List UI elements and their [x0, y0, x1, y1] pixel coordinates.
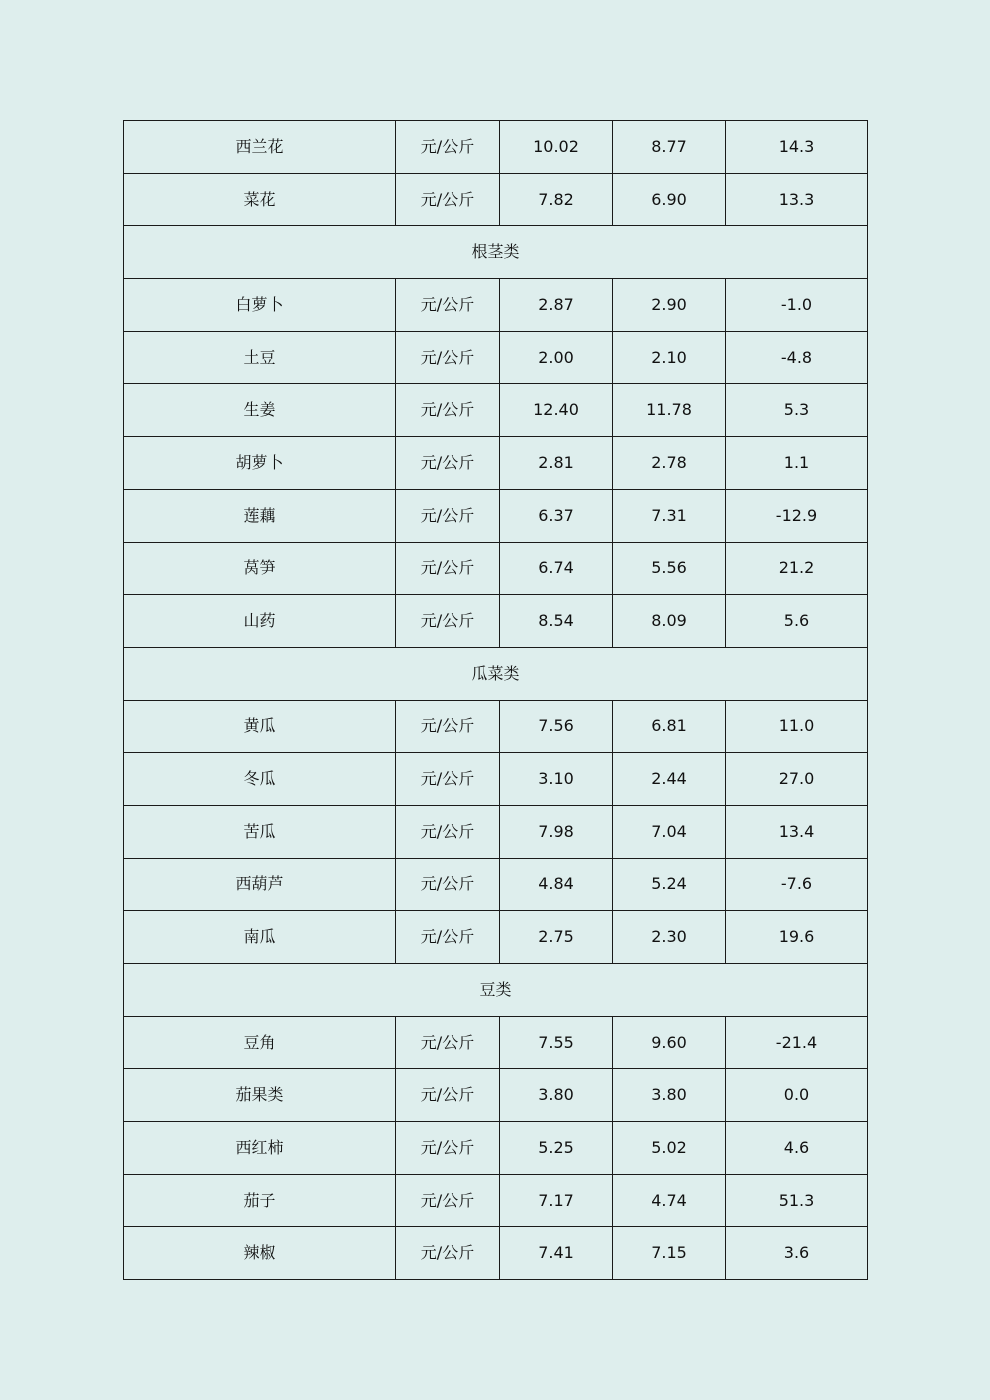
- previous-price-cell: 8.09: [613, 595, 726, 648]
- previous-price-cell: 8.77: [613, 121, 726, 174]
- item-name-cell: 胡萝卜: [124, 437, 396, 490]
- item-name-cell: 豆角: [124, 1016, 396, 1069]
- item-name-cell: 莴笋: [124, 542, 396, 595]
- change-percent-cell: 13.3: [726, 173, 868, 226]
- previous-price-cell: 2.10: [613, 331, 726, 384]
- item-name-cell: 南瓜: [124, 911, 396, 964]
- item-name-cell: 莲藕: [124, 489, 396, 542]
- change-percent-cell: 1.1: [726, 437, 868, 490]
- unit-cell: 元/公斤: [396, 753, 500, 806]
- change-percent-cell: 5.3: [726, 384, 868, 437]
- table-row: [124, 331, 868, 384]
- unit-cell: 元/公斤: [396, 542, 500, 595]
- item-name-cell: 西红柿: [124, 1122, 396, 1175]
- current-price-cell: 7.98: [500, 805, 613, 858]
- item-name-cell: 菜花: [124, 173, 396, 226]
- change-percent-cell: 21.2: [726, 542, 868, 595]
- change-percent-cell: -7.6: [726, 858, 868, 911]
- table-row: [124, 700, 868, 753]
- item-name-cell: 生姜: [124, 384, 396, 437]
- item-name-cell: 茄子: [124, 1174, 396, 1227]
- unit-cell: 元/公斤: [396, 911, 500, 964]
- category-label: 根茎类: [124, 226, 868, 279]
- current-price-cell: 6.74: [500, 542, 613, 595]
- category-row: [124, 964, 868, 1017]
- unit-cell: 元/公斤: [396, 858, 500, 911]
- current-price-cell: 3.10: [500, 753, 613, 806]
- current-price-cell: 2.00: [500, 331, 613, 384]
- current-price-cell: 7.55: [500, 1016, 613, 1069]
- unit-cell: 元/公斤: [396, 805, 500, 858]
- current-price-cell: 7.56: [500, 700, 613, 753]
- table-row: [124, 1174, 868, 1227]
- previous-price-cell: 11.78: [613, 384, 726, 437]
- previous-price-cell: 5.02: [613, 1122, 726, 1175]
- previous-price-cell: 5.56: [613, 542, 726, 595]
- change-percent-cell: 5.6: [726, 595, 868, 648]
- table-row: [124, 858, 868, 911]
- unit-cell: 元/公斤: [396, 331, 500, 384]
- item-name-cell: 冬瓜: [124, 753, 396, 806]
- change-percent-cell: 27.0: [726, 753, 868, 806]
- table-row: [124, 489, 868, 542]
- table-row: [124, 384, 868, 437]
- change-percent-cell: 13.4: [726, 805, 868, 858]
- current-price-cell: 12.40: [500, 384, 613, 437]
- unit-cell: 元/公斤: [396, 121, 500, 174]
- change-percent-cell: 14.3: [726, 121, 868, 174]
- current-price-cell: 8.54: [500, 595, 613, 648]
- previous-price-cell: 7.04: [613, 805, 726, 858]
- change-percent-cell: -4.8: [726, 331, 868, 384]
- table-row: [124, 753, 868, 806]
- unit-cell: 元/公斤: [396, 595, 500, 648]
- unit-cell: 元/公斤: [396, 1122, 500, 1175]
- change-percent-cell: 51.3: [726, 1174, 868, 1227]
- current-price-cell: 3.80: [500, 1069, 613, 1122]
- current-price-cell: 4.84: [500, 858, 613, 911]
- table-row: [124, 911, 868, 964]
- unit-cell: 元/公斤: [396, 1227, 500, 1280]
- table-row: [124, 437, 868, 490]
- current-price-cell: 7.82: [500, 173, 613, 226]
- item-name-cell: 黄瓜: [124, 700, 396, 753]
- table-row: [124, 173, 868, 226]
- previous-price-cell: 9.60: [613, 1016, 726, 1069]
- change-percent-cell: 0.0: [726, 1069, 868, 1122]
- table-row: [124, 595, 868, 648]
- current-price-cell: 7.17: [500, 1174, 613, 1227]
- unit-cell: 元/公斤: [396, 384, 500, 437]
- change-percent-cell: 3.6: [726, 1227, 868, 1280]
- previous-price-cell: 6.90: [613, 173, 726, 226]
- previous-price-cell: 7.31: [613, 489, 726, 542]
- table-row: [124, 1227, 868, 1280]
- change-percent-cell: -1.0: [726, 279, 868, 332]
- table-row: [124, 805, 868, 858]
- item-name-cell: 山药: [124, 595, 396, 648]
- unit-cell: 元/公斤: [396, 279, 500, 332]
- unit-cell: 元/公斤: [396, 1016, 500, 1069]
- previous-price-cell: 2.90: [613, 279, 726, 332]
- table-row: [124, 1069, 868, 1122]
- table-row: [124, 542, 868, 595]
- previous-price-cell: 2.78: [613, 437, 726, 490]
- table-row: [124, 121, 868, 174]
- table-body: [124, 121, 868, 1280]
- category-row: [124, 647, 868, 700]
- change-percent-cell: 19.6: [726, 911, 868, 964]
- change-percent-cell: -21.4: [726, 1016, 868, 1069]
- previous-price-cell: 2.30: [613, 911, 726, 964]
- item-name-cell: 辣椒: [124, 1227, 396, 1280]
- unit-cell: 元/公斤: [396, 700, 500, 753]
- unit-cell: 元/公斤: [396, 1069, 500, 1122]
- current-price-cell: 5.25: [500, 1122, 613, 1175]
- item-name-cell: 茄果类: [124, 1069, 396, 1122]
- table-row: [124, 1122, 868, 1175]
- current-price-cell: 2.87: [500, 279, 613, 332]
- item-name-cell: 白萝卜: [124, 279, 396, 332]
- current-price-cell: 2.75: [500, 911, 613, 964]
- unit-cell: 元/公斤: [396, 173, 500, 226]
- item-name-cell: 西葫芦: [124, 858, 396, 911]
- current-price-cell: 10.02: [500, 121, 613, 174]
- previous-price-cell: 4.74: [613, 1174, 726, 1227]
- change-percent-cell: 4.6: [726, 1122, 868, 1175]
- previous-price-cell: 7.15: [613, 1227, 726, 1280]
- category-row: [124, 226, 868, 279]
- current-price-cell: 7.41: [500, 1227, 613, 1280]
- item-name-cell: 苦瓜: [124, 805, 396, 858]
- category-label: 豆类: [124, 964, 868, 1017]
- unit-cell: 元/公斤: [396, 1174, 500, 1227]
- item-name-cell: 土豆: [124, 331, 396, 384]
- previous-price-cell: 5.24: [613, 858, 726, 911]
- table-row: [124, 279, 868, 332]
- current-price-cell: 2.81: [500, 437, 613, 490]
- category-label: 瓜菜类: [124, 647, 868, 700]
- change-percent-cell: 11.0: [726, 700, 868, 753]
- unit-cell: 元/公斤: [396, 437, 500, 490]
- previous-price-cell: 2.44: [613, 753, 726, 806]
- price-table: [123, 120, 868, 1280]
- previous-price-cell: 3.80: [613, 1069, 726, 1122]
- item-name-cell: 西兰花: [124, 121, 396, 174]
- current-price-cell: 6.37: [500, 489, 613, 542]
- previous-price-cell: 6.81: [613, 700, 726, 753]
- table-row: [124, 1016, 868, 1069]
- unit-cell: 元/公斤: [396, 489, 500, 542]
- change-percent-cell: -12.9: [726, 489, 868, 542]
